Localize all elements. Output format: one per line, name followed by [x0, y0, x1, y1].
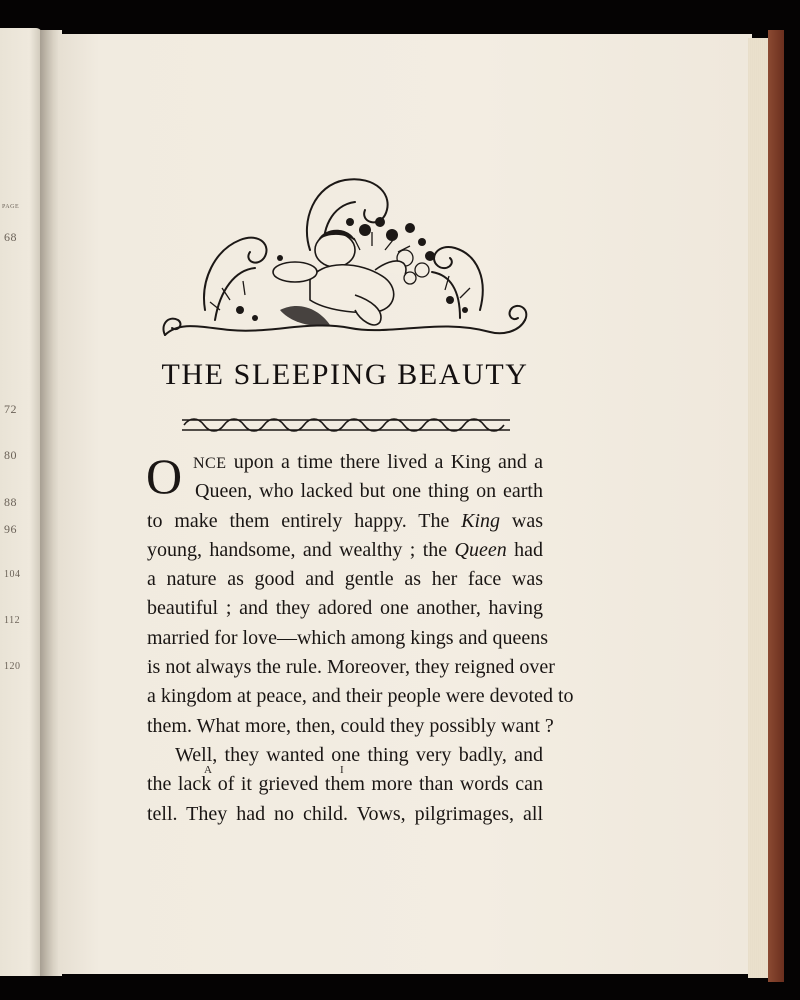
text-line: Queen, who lacked but one thing on earth — [195, 480, 543, 503]
book-cover-edge — [768, 30, 784, 982]
italic-queen: Queen — [454, 538, 507, 561]
text-line: beautiful ; and they adored one another, having — [147, 597, 543, 620]
first-word-small-caps: NCE — [193, 455, 227, 472]
cherub-vignette-illustration — [160, 160, 530, 350]
page-number: I — [340, 764, 345, 776]
italic-king: King — [461, 509, 501, 532]
text-line: is not always the rule. Moreover, they reigned over — [147, 656, 555, 679]
text-line: to make them entirely happy. The King was — [147, 509, 543, 532]
left-page-number: 96 — [4, 522, 17, 536]
left-page-number: 88 — [4, 495, 17, 509]
left-page-number: 120 — [4, 661, 21, 672]
text-line: the lack of it grieved them more than words can — [147, 773, 543, 796]
text-line: married for love—which among kings and queens — [147, 626, 549, 649]
left-page-header: PAGE — [2, 204, 20, 210]
left-page-number: 68 — [4, 230, 17, 244]
ornamental-divider — [178, 413, 514, 437]
text-line: tell. They had no child. Vows, pilgrimages, all — [147, 802, 543, 825]
signature-mark: A — [204, 764, 213, 776]
chapter-title: THE SLEEPING BEAUTY — [161, 358, 529, 391]
text-line: a kingdom at peace, and their people were devoted to — [147, 685, 574, 708]
left-page-number: 104 — [4, 569, 21, 580]
left-page-number: 80 — [4, 448, 17, 462]
drop-cap: O — [146, 448, 183, 504]
text-line: Well, they wanted one thing very badly, and — [175, 743, 543, 766]
text-line: them. What more, then, could they possibly want ? — [147, 714, 554, 737]
text-line: NCE upon a time there lived a King and a — [193, 451, 543, 473]
left-page-number: 72 — [4, 402, 17, 416]
left-facing-page — [0, 28, 42, 976]
left-page-number: 112 — [4, 615, 21, 626]
text-line: young, handsome, and wealthy ; the Queen had — [147, 538, 543, 561]
text-line: a nature as good and gentle as her face was — [147, 568, 543, 591]
